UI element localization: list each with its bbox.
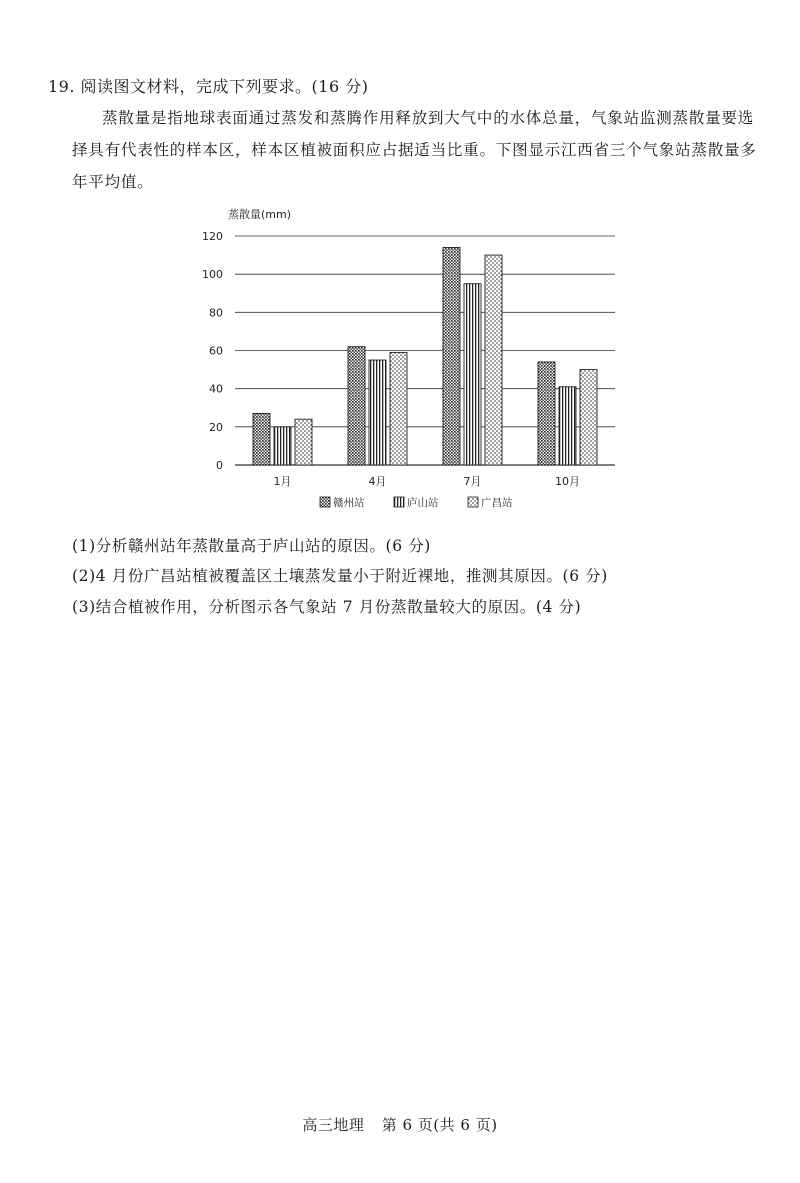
evapotranspiration-chart: [190, 200, 630, 520]
y-tick-label: 40: [209, 382, 223, 396]
bar: [580, 370, 597, 465]
y-tick-label: 80: [209, 306, 223, 320]
chart-svg: [190, 200, 630, 520]
legend-label: 广昌站: [481, 497, 513, 509]
page-footer: [0, 1114, 800, 1135]
x-tick-label: 10月: [555, 475, 580, 488]
sub-question-3: (3)结合植被作用，分析图示各气象站 7 月份蒸散量较大的原因。(4 分): [72, 598, 582, 616]
legend-label: 赣州站: [333, 497, 365, 509]
legend-swatch: [468, 497, 478, 507]
footer-subject: 高三地理: [302, 1116, 365, 1134]
bar: [485, 255, 502, 465]
bar: [348, 347, 365, 465]
bar: [559, 387, 576, 465]
bar: [390, 352, 407, 465]
bar: [464, 284, 481, 465]
y-axis-label: 蒸散量(mm): [228, 208, 292, 221]
x-tick-label: 1月: [273, 475, 292, 488]
sub-question-1: (1)分析赣州站年蒸散量高于庐山站的原因。(6 分): [72, 537, 431, 555]
question-intro: 蒸散量是指地球表面通过蒸发和蒸腾作用释放到大气中的水体总量，气象站监测蒸散量要选择具有代表性的样本区，样本区植被面积应占据适当比重。下图显示江西省三个气象站蒸散量多年平均值。: [72, 109, 757, 191]
legend-label: 庐山站: [407, 497, 439, 509]
y-tick-label: 60: [209, 344, 223, 358]
x-tick-label: 4月: [368, 475, 387, 488]
bar: [369, 360, 386, 465]
sub-question-2: (2)4 月份广昌站植被覆盖区土壤蒸发量小于附近裸地，推测其原因。(6 分): [72, 567, 608, 585]
y-tick-label: 100: [202, 268, 223, 282]
legend-swatch: [320, 497, 330, 507]
y-tick-label: 20: [209, 420, 223, 434]
y-tick-label: 0: [216, 459, 223, 472]
y-tick-label: 120: [202, 230, 223, 243]
bar: [274, 427, 291, 465]
bar: [443, 247, 460, 465]
footer-page-number: 第 6 页(共 6 页): [381, 1116, 498, 1134]
legend-swatch: [394, 497, 404, 507]
bar: [538, 362, 555, 465]
bar: [253, 413, 270, 465]
bar: [295, 419, 312, 465]
x-tick-label: 7月: [463, 475, 482, 488]
question-title: 19. 阅读图文材料，完成下列要求。(16 分): [48, 77, 369, 96]
